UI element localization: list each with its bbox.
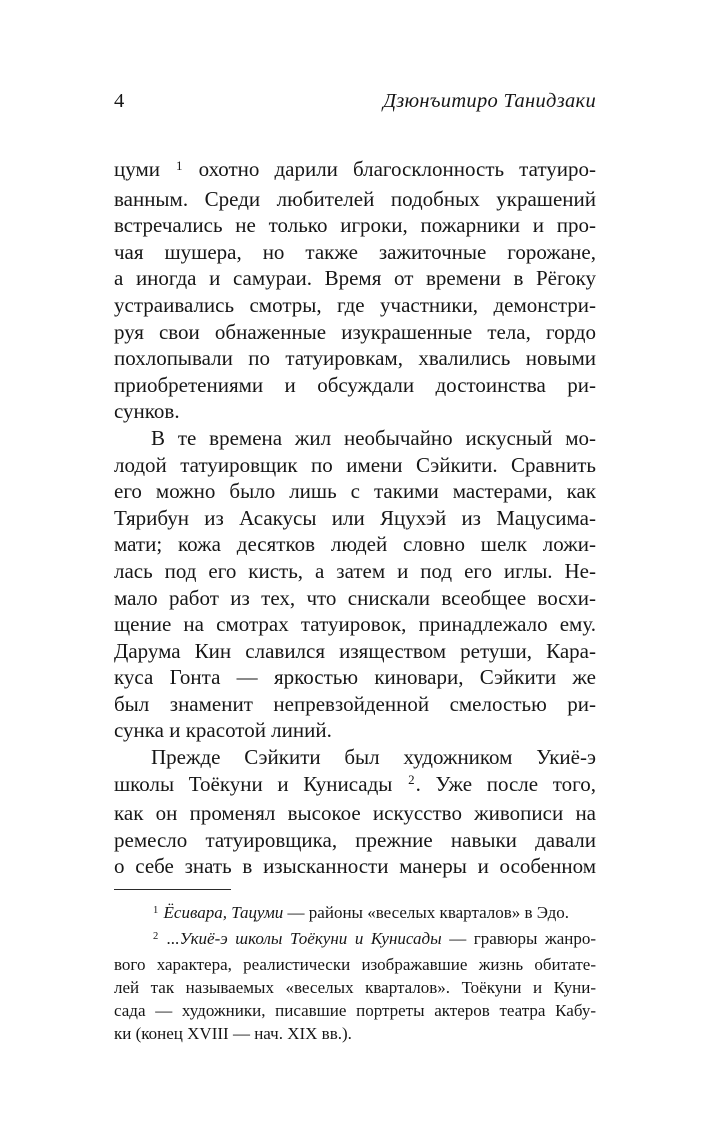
footnote-reference: 1 bbox=[176, 157, 183, 173]
text-line bbox=[114, 691, 596, 718]
page-content bbox=[114, 88, 596, 1045]
text-line bbox=[114, 478, 596, 505]
text-segment: его можно было лишь с такими мастерами, как bbox=[114, 479, 596, 504]
text-segment: Тярибун из Асакусы или Яцухэй из Мацусима- bbox=[114, 505, 596, 530]
text-line bbox=[114, 239, 596, 266]
text-segment: — гравюры жанро- bbox=[441, 929, 596, 949]
text-segment: ванным. Среди любителей подобных украшений bbox=[114, 186, 596, 211]
text-segment: мало работ из тех, что снискали всеобщее восхи- bbox=[114, 585, 596, 610]
text-line bbox=[114, 372, 596, 399]
text-segment: ремесло татуировщика, прежние навыки давали bbox=[114, 827, 596, 852]
text-segment: лей так называемых «веселых кварталов». Тоёкуни и Куни- bbox=[114, 978, 596, 998]
text-segment: ки (конец XVIII — нач. XIX вв.). bbox=[114, 1024, 352, 1044]
text-line bbox=[114, 976, 596, 999]
text-segment: был знаменит непревзойденной смелостью ри- bbox=[114, 691, 596, 716]
footnote bbox=[114, 901, 596, 927]
text-segment: охотно дарили благосклонность татуиро- bbox=[183, 157, 596, 181]
text-line bbox=[114, 901, 596, 927]
text-line bbox=[114, 999, 596, 1022]
author-name: Дзюнъитиро Танидзаки bbox=[382, 90, 596, 112]
text-segment: Прежде Сэйкити был художником Укиё-э bbox=[151, 745, 596, 770]
text-segment: вого характера, реалистически изображавшие жизнь обитате- bbox=[114, 955, 596, 975]
text-segment: похлопывали по татуировкам, хвалились новыми bbox=[114, 346, 596, 371]
text-segment: руя свои обнаженные изукрашенные тела, гордо bbox=[114, 319, 596, 344]
text-segment: ...Укиё-э школы Тоёкуни и Кунисады bbox=[159, 929, 442, 949]
text-line bbox=[114, 927, 596, 953]
text-segment: мати; кожа десятков людей словно шелк ложи- bbox=[114, 532, 596, 557]
text-segment: о себе знать в изысканности манеры и особенном bbox=[114, 854, 596, 879]
text-segment: встречались не только игроки, пожарники и про- bbox=[114, 213, 596, 238]
footnote-reference: 2 bbox=[153, 930, 159, 942]
text-line bbox=[114, 156, 596, 186]
footnote-reference: 1 bbox=[153, 904, 159, 916]
text-segment: школы Тоёкуни и Кунисады bbox=[114, 771, 408, 796]
paragraph bbox=[114, 744, 596, 880]
text-line bbox=[114, 853, 596, 880]
text-segment: а иногда и самураи. Время от времени в Рёгоку bbox=[114, 266, 596, 291]
text-segment: сада — художники, писавшие портреты актеров театра Кабу- bbox=[114, 1001, 596, 1021]
text-line bbox=[114, 953, 596, 976]
text-line bbox=[114, 292, 596, 319]
text-segment: как он променял высокое искусство живописи на bbox=[114, 801, 596, 826]
text-segment: цуми bbox=[114, 157, 176, 181]
text-line bbox=[114, 664, 596, 691]
text-line bbox=[114, 398, 596, 425]
footnote-separator bbox=[114, 889, 231, 890]
text-line bbox=[114, 585, 596, 612]
text-segment: лодой татуировщик по имени Сэйкити. Сравнить bbox=[114, 452, 596, 477]
footnotes bbox=[114, 901, 596, 1045]
text-segment: сунков. bbox=[114, 399, 180, 424]
text-segment: Ёсивара, Тацуми bbox=[159, 903, 284, 923]
footnote-reference: 2 bbox=[408, 772, 415, 788]
text-line bbox=[114, 186, 596, 213]
text-segment: — районы «веселых кварталов» в Эдо. bbox=[283, 903, 570, 923]
footnote bbox=[114, 927, 596, 1045]
text-line bbox=[114, 611, 596, 638]
text-segment: приобретениями и обсуждали достоинства ри- bbox=[114, 372, 596, 397]
text-segment: лась под его кисть, а затем и под его иглы. Не- bbox=[114, 558, 596, 583]
text-line bbox=[114, 505, 596, 532]
text-segment: В те времена жил необычайно искусный мо- bbox=[151, 425, 596, 450]
page-number: 4 bbox=[114, 90, 125, 112]
text-segment: чая шушера, но также зажиточные горожане, bbox=[114, 239, 596, 264]
page-header bbox=[114, 88, 596, 114]
text-line bbox=[114, 265, 596, 292]
text-line bbox=[114, 771, 596, 801]
text-line bbox=[114, 212, 596, 239]
text-line bbox=[114, 558, 596, 585]
body-text bbox=[114, 156, 596, 880]
text-line bbox=[114, 319, 596, 346]
text-line bbox=[114, 800, 596, 827]
text-line bbox=[114, 425, 596, 452]
text-segment: устраивались смотры, где участники, демонстри- bbox=[114, 292, 596, 317]
text-segment: щение на смотрах татуировок, принадлежало ему. bbox=[114, 612, 596, 637]
paragraph bbox=[114, 425, 596, 744]
paragraph bbox=[114, 156, 596, 425]
text-line bbox=[114, 717, 596, 744]
text-segment: . Уже после того, bbox=[415, 771, 597, 796]
text-line bbox=[114, 345, 596, 372]
text-segment: куса Гонта — яркостью киновари, Сэйкити же bbox=[114, 665, 596, 690]
text-segment: сунка и красотой линий. bbox=[114, 718, 332, 743]
text-segment: Дарума Кин славился изяществом ретуши, Кара- bbox=[114, 638, 596, 663]
text-line bbox=[114, 744, 596, 771]
text-line bbox=[114, 1022, 596, 1045]
text-line bbox=[114, 531, 596, 558]
text-line bbox=[114, 638, 596, 665]
text-line bbox=[114, 452, 596, 479]
text-line bbox=[114, 827, 596, 854]
